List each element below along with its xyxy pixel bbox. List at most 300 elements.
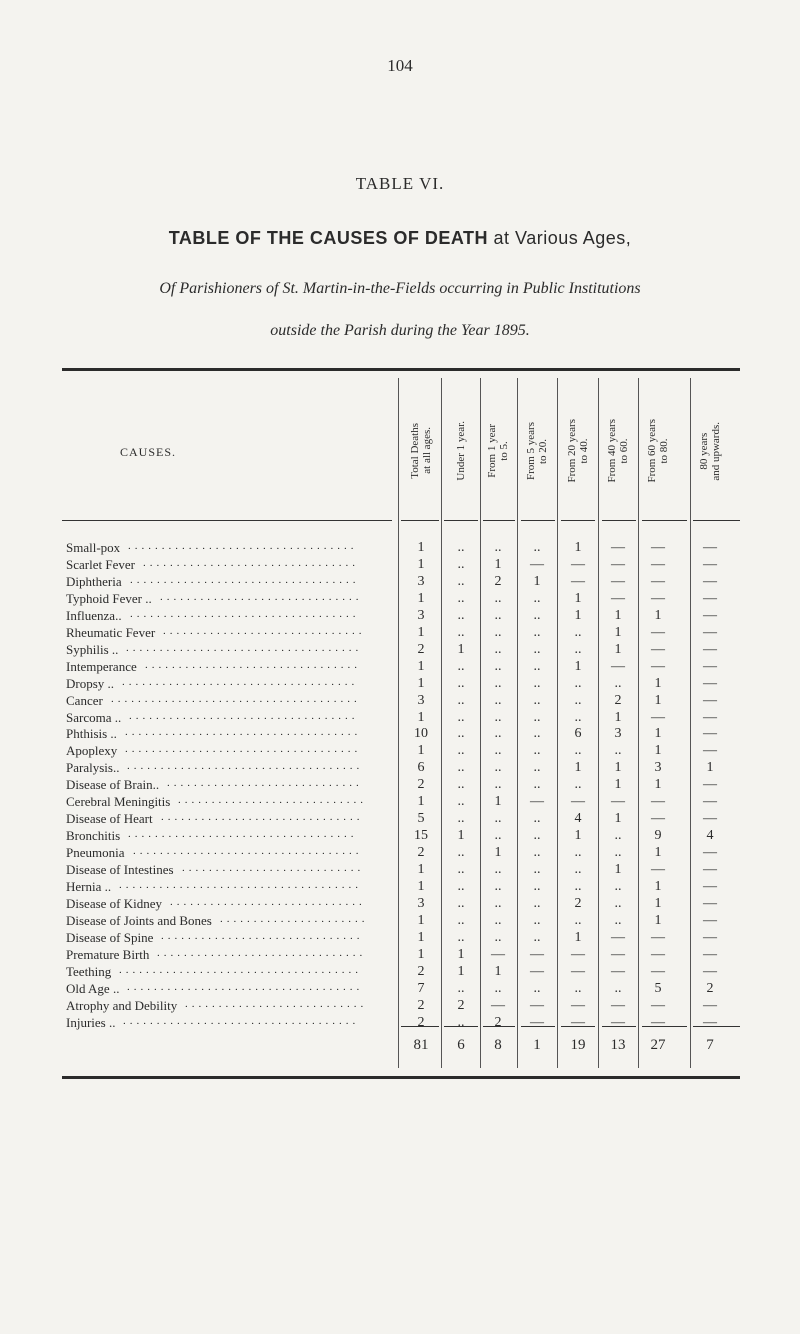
cell-under1: .. [457,726,465,742]
cell-under1: .. [457,862,465,878]
cell-y80up: — [703,726,717,742]
column-header-under1 [441,378,481,524]
cell-y80up: — [703,811,717,827]
table-row [0,760,800,778]
column-header-causes: CAUSES. [120,445,177,459]
cell-y80up: — [703,1014,717,1030]
cell-y60to80: — [651,658,665,674]
table-row [0,964,800,982]
cell-y60to80: 1 [654,726,662,742]
cell-total: 1 [417,929,425,945]
cell-y20to40: 1 [574,658,582,674]
cause-label: Disease of Heart [66,811,153,827]
table-row [0,896,800,914]
cell-under1: 1 [457,963,465,979]
cell-y80up: — [703,658,717,674]
cell-total: 1 [417,590,425,606]
leader-dots: ................................... [123,1014,360,1027]
cell-under1: 2 [457,997,465,1013]
cell-y1to5: .. [494,811,502,827]
cell-y20to40: .. [574,777,582,793]
cell-y5to20: .. [533,692,541,708]
cell-y60to80: 9 [654,828,662,844]
cell-y20to40: .. [574,980,582,996]
cell-under1: .. [457,675,465,691]
cell-y1to5: .. [494,760,502,776]
cell-y5to20: .. [533,777,541,793]
cell-y1to5: .. [494,912,502,928]
header-rule [401,520,439,521]
cell-y60to80: 1 [654,675,662,691]
cell-y60to80: — [651,794,665,810]
totals-rule [602,1026,636,1027]
table-row [0,879,800,897]
cell-total: 1 [417,709,425,725]
cell-y80up: — [703,675,717,691]
cause-label: Disease of Intestines [66,862,174,878]
cause-label: Cerebral Meningitis [66,794,171,810]
cell-total: 2 [417,845,425,861]
cell-y20to40: — [571,997,585,1013]
cell-y20to40: 1 [574,540,582,555]
table-row [0,591,800,609]
leader-dots: .................................. [128,828,358,841]
cell-y80up: 2 [706,980,714,996]
cause-label: Syphilis .. [66,641,119,657]
cell-under1: .. [457,540,465,555]
cause-label: Small-pox [66,540,121,555]
cell-y60to80: — [651,1014,665,1030]
cell-under1: .. [457,556,465,572]
cell-total: 7 [417,980,425,996]
table-row [0,743,800,761]
cell-total: 5 [417,811,425,827]
cell-y20to40: .. [574,675,582,691]
table-row [0,676,800,694]
leader-dots: .............................. [160,590,363,603]
cell-y80up: — [703,692,717,708]
total-y1to5: 8 [494,1037,502,1053]
cell-y40to60: 1 [614,862,622,878]
cell-y80up: — [703,590,717,606]
cell-total: 1 [417,862,425,878]
cell-y20to40: 4 [574,811,582,827]
cell-total: 2 [417,1014,425,1030]
cell-y40to60: 1 [614,709,622,725]
cell-under1: .. [457,607,465,623]
cell-y1to5: .. [494,828,502,844]
cell-total: 1 [417,624,425,640]
cell-y5to20: .. [533,709,541,725]
cause-label: Bronchitis [66,828,121,844]
cell-y20to40: — [571,794,585,810]
cell-y40to60: — [611,963,625,979]
cause-label: Phthisis .. [66,726,117,742]
cell-under1: .. [457,573,465,589]
cell-y40to60: .. [614,980,622,996]
leader-dots: .................................. [130,607,360,620]
cell-y1to5: .. [494,590,502,606]
cell-y1to5: .. [494,879,502,894]
table-row [0,981,800,999]
cell-y60to80: — [651,573,665,589]
table-row [0,642,800,660]
column-header-y40to60 [598,378,638,524]
column-header-y60to80 [638,378,678,524]
leader-dots: ..................................... [111,692,361,705]
cell-y40to60: .. [614,879,622,894]
cell-y40to60: 1 [614,777,622,793]
leader-dots: ................................... [127,760,364,773]
cell-y80up: — [703,997,717,1013]
cell-under1: .. [457,692,465,708]
cell-y80up: — [703,845,717,861]
table-row [0,947,800,965]
cell-y5to20: .. [533,912,541,928]
cell-under1: .. [457,895,465,911]
cell-y20to40: — [571,556,585,572]
cell-y20to40: — [571,963,585,979]
leader-dots: ............................... [157,946,367,959]
table-row [0,557,800,575]
table-row [0,828,800,846]
cell-total: 6 [417,760,425,776]
cell-y5to20: .. [533,828,541,844]
totals-rule [483,1026,515,1027]
cell-y60to80: — [651,540,665,555]
cell-y80up: — [703,641,717,657]
header-rule [521,520,555,521]
cell-under1: .. [457,912,465,928]
cell-under1: .. [457,845,465,861]
table-top-rule [62,368,740,371]
cell-y60to80: — [651,811,665,827]
table-row [0,862,800,880]
cell-y1to5: 2 [494,1014,502,1030]
total-y80up: 7 [706,1037,714,1053]
cause-label: Disease of Spine [66,929,154,945]
cell-y5to20: .. [533,980,541,996]
cell-y80up: — [703,946,717,962]
cell-total: 3 [417,607,425,623]
cause-label: Intemperance [66,658,137,674]
cell-y5to20: — [530,963,544,979]
cell-y20to40: .. [574,743,582,759]
cell-y40to60: 1 [614,760,622,776]
cell-under1: .. [457,760,465,776]
column-header-label: 80 years and upwards. [698,421,722,481]
cell-y1to5: .. [494,929,502,945]
cell-y60to80: 1 [654,607,662,623]
cell-y5to20: — [530,1014,544,1030]
cause-label: Influenza.. [66,607,122,623]
cell-total: 1 [417,794,425,810]
cell-y60to80: — [651,709,665,725]
leader-dots: ................................... [125,726,362,739]
column-header-label: From 1 year to 5. [486,424,510,478]
cause-label: Teething [66,963,112,979]
cell-y5to20: .. [533,929,541,945]
table-row [0,930,800,948]
header-rule [602,520,636,521]
total-y60to80: 27 [650,1037,666,1053]
leader-dots: .................................. [129,709,359,722]
cell-y20to40: .. [574,879,582,894]
cell-total: 1 [417,675,425,691]
cell-y40to60: 1 [614,624,622,640]
cause-label: Disease of Brain.. [66,777,160,793]
cell-under1: 1 [457,641,465,657]
cell-y5to20: .. [533,641,541,657]
cell-y40to60: 1 [614,641,622,657]
cell-y5to20: .. [533,811,541,827]
cell-y1to5: .. [494,624,502,640]
cell-y1to5: .. [494,675,502,691]
column-header-label: From 60 years to 80. [646,419,670,483]
cell-y80up: — [703,709,717,725]
cell-under1: .. [457,794,465,810]
cause-label: Disease of Kidney [66,895,163,911]
cell-y5to20: .. [533,879,541,894]
cell-y1to5: .. [494,980,502,996]
cell-y1to5: .. [494,862,502,878]
cause-label: Old Age .. [66,980,120,996]
subtitle-line-2: outside the Parish during the Year 1895. [270,322,530,339]
cell-y80up: — [703,963,717,979]
cell-total: 2 [417,641,425,657]
table-row [0,794,800,812]
cell-y40to60: 1 [614,811,622,827]
cell-y40to60: — [611,573,625,589]
cell-y20to40: 1 [574,828,582,844]
leader-dots: ............................. [170,895,366,908]
header-rule [642,520,687,521]
cell-y1to5: 2 [494,573,502,589]
cell-y1to5: .. [494,692,502,708]
cell-y5to20: .. [533,743,541,759]
cell-y20to40: .. [574,709,582,725]
leader-dots: ................................ [143,556,359,569]
total-y20to40: 19 [570,1037,586,1053]
cell-y40to60: .. [614,828,622,844]
leader-dots: .................................. [128,540,358,552]
cell-total: 2 [417,997,425,1013]
cell-y5to20: .. [533,658,541,674]
cause-label: Apoplexy [66,743,118,759]
cell-y40to60: — [611,929,625,945]
cell-total: 3 [417,895,425,911]
cell-total: 1 [417,556,425,572]
cell-y1to5: .. [494,726,502,742]
cell-y40to60: — [611,794,625,810]
cell-y1to5: .. [494,607,502,623]
cell-y1to5: .. [494,658,502,674]
column-header-label: From 5 years to 20. [525,421,549,481]
cell-y5to20: — [530,794,544,810]
totals-rule [401,1026,439,1027]
cell-y20to40: 1 [574,590,582,606]
cell-under1: 1 [457,828,465,844]
cell-y5to20: .. [533,607,541,623]
cell-y40to60: .. [614,912,622,928]
table-row [0,913,800,931]
cell-y5to20: .. [533,590,541,606]
cause-label: Scarlet Fever [66,556,135,572]
cell-y20to40: 1 [574,929,582,945]
table-row [0,608,800,626]
cell-total: 3 [417,573,425,589]
cell-y20to40: .. [574,845,582,861]
cell-y20to40: 2 [574,895,582,911]
cell-y1to5: 1 [494,556,502,572]
cell-y60to80: 1 [654,879,662,894]
table-row [0,693,800,711]
cell-y80up: — [703,573,717,589]
cell-y80up: 4 [706,828,714,844]
cell-y20to40: .. [574,641,582,657]
cell-total: 2 [417,777,425,793]
cell-y40to60: .. [614,895,622,911]
cell-y60to80: — [651,590,665,606]
cell-y60to80: 5 [654,980,662,996]
header-rule [693,520,740,521]
cell-y1to5: .. [494,777,502,793]
cell-y1to5: 1 [494,794,502,810]
leader-dots: ................................... [125,743,362,756]
cell-under1: .. [457,980,465,996]
table-row [0,998,800,1016]
cause-label: Diphtheria [66,573,122,589]
cell-y20to40: — [571,946,585,962]
cell-y1to5: — [491,946,505,962]
title-rest: at Various Ages, [488,228,632,248]
cell-y80up: — [703,929,717,945]
cell-under1: 1 [457,946,465,962]
cell-under1: .. [457,1014,465,1030]
cell-y40to60: .. [614,743,622,759]
cell-y40to60: — [611,946,625,962]
cause-label: Cancer [66,692,103,708]
total-y40to60: 13 [610,1037,626,1053]
cell-y40to60: — [611,1014,625,1030]
cell-y40to60: .. [614,675,622,691]
leader-dots: ........................... [185,997,368,1010]
leader-dots: ............................ [178,794,367,807]
total-total: 81 [413,1037,429,1053]
cell-under1: .. [457,811,465,827]
cause-label: Pneumonia [66,845,125,861]
cell-y20to40: — [571,573,585,589]
cell-y5to20: .. [533,624,541,640]
cell-y60to80: — [651,556,665,572]
cause-label: Sarcoma .. [66,709,122,725]
column-header-y80up [690,378,730,524]
leader-dots: ................................ [145,658,361,671]
cell-y80up: — [703,912,717,928]
cell-y60to80: 1 [654,895,662,911]
cell-y60to80: — [651,997,665,1013]
totals-rule [561,1026,595,1027]
cell-under1: .. [457,777,465,793]
cell-total: 1 [417,879,425,894]
cell-y5to20: .. [533,845,541,861]
column-header-y5to20 [517,378,557,524]
cell-y80up: 1 [706,760,714,776]
cause-label: Rheumatic Fever [66,624,156,640]
table-row [0,710,800,728]
cause-label: Typhoid Fever .. [66,590,152,606]
cell-y1to5: .. [494,743,502,759]
cell-y80up: — [703,624,717,640]
cell-y20to40: 1 [574,760,582,776]
cell-y60to80: 1 [654,912,662,928]
column-header-label: From 40 years to 60. [606,419,630,483]
cell-total: 10 [414,726,428,742]
header-rule [62,520,392,521]
cell-y1to5: .. [494,895,502,911]
column-header-y1to5 [478,378,518,524]
header-rule [561,520,595,521]
cell-under1: .. [457,879,465,894]
total-under1: 6 [457,1037,465,1053]
cell-y60to80: — [651,946,665,962]
subtitle-line-1: Of Parishioners of St. Martin-in-the-Fields occurring in Public Institutions [159,280,641,297]
cell-y60to80: — [651,862,665,878]
cell-total: 3 [417,692,425,708]
cell-y5to20: — [530,946,544,962]
cause-label: Paralysis.. [66,760,120,776]
cell-y80up: — [703,743,717,759]
cell-y1to5: 1 [494,963,502,979]
cell-y20to40: .. [574,692,582,708]
cell-y40to60: — [611,997,625,1013]
cell-total: 1 [417,540,425,555]
cell-y1to5: .. [494,709,502,725]
cell-y20to40: — [571,1014,585,1030]
cell-total: 15 [414,828,428,844]
header-rule [483,520,515,521]
cell-y1to5: — [491,997,505,1013]
column-header-label: Total Deaths at all ages. [409,423,433,479]
title-bold: TABLE OF THE CAUSES OF DEATH [168,228,489,248]
totals-rule [693,1026,740,1027]
cell-under1: .. [457,929,465,945]
cell-y1to5: .. [494,641,502,657]
cell-total: 1 [417,912,425,928]
cell-y20to40: .. [574,624,582,640]
cell-total: 1 [417,743,425,759]
table-row [0,659,800,677]
cell-total: 2 [417,963,425,979]
cell-y5to20: 1 [533,573,541,589]
leader-dots: .................................. [130,573,360,586]
cell-y80up: — [703,862,717,878]
totals-rule [642,1026,687,1027]
table-bottom-rule [62,1076,740,1079]
leader-dots: .................................... [119,963,362,976]
leader-dots: .............................. [163,624,366,637]
cause-label: Dropsy .. [66,675,115,691]
table-row [0,540,800,558]
leader-dots: ................................... [126,641,363,654]
leader-dots: .............................. [161,929,364,942]
cell-y5to20: .. [533,895,541,911]
cell-y80up: — [703,540,717,555]
totals-rule [521,1026,555,1027]
header-rule [444,520,478,521]
cell-y5to20: — [530,556,544,572]
cell-total: 1 [417,658,425,674]
